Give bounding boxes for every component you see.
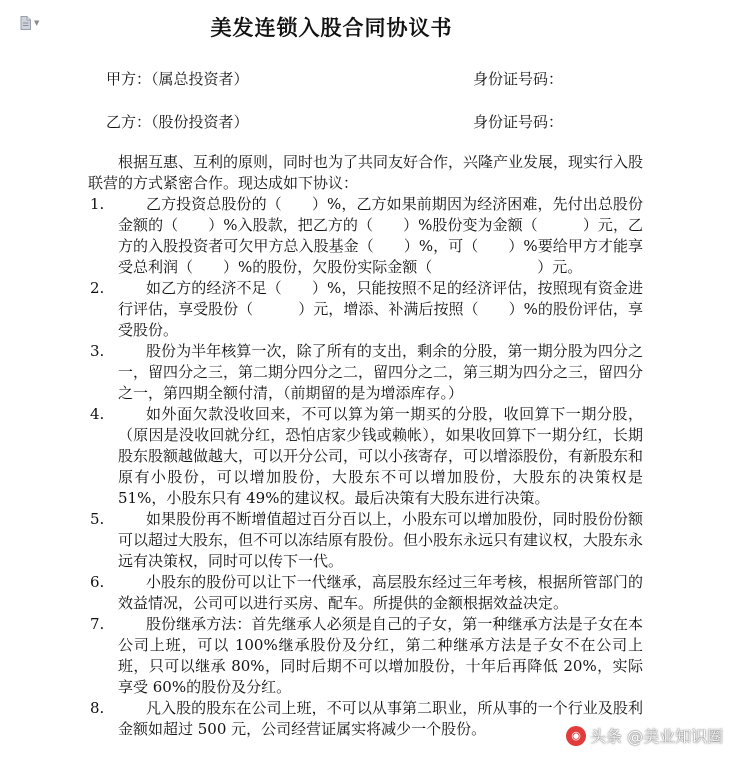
clause-number: 4. <box>90 405 105 423</box>
party-a-label: 甲方：（属总投资者） <box>106 70 249 88</box>
clause-list <box>0 194 743 740</box>
clause-text: 乙方投资总股份的（ ）%，乙方如果前期因为经济困难，先付出总股份金额的（ ）%入股款，把乙方的（ ）%股份变为金额（ ）元，乙方的入股投资者可欠甲方总入股基金（ ）%，可（ ）%要给甲方才能享受总利润（ ）%的股份，欠股份实际金额（ ）元。 <box>118 195 643 276</box>
clause-number: 1. <box>90 195 105 213</box>
intro-paragraph: 根据互惠、互利的原则，同时也为了共同友好合作，兴隆产业发展，现实行入股联营的方式紧密合作。现达成如下协议： <box>88 153 644 192</box>
clause-number: 5. <box>90 510 105 528</box>
clause-text: 小股东的股份可以让下一代继承，高层股东经过三年考核，根据所管部门的效益情况，公司可以进行买房、配车。所提供的金额根据效益决定。 <box>118 573 643 612</box>
page-title: 美发连锁入股合同协议书 <box>210 15 453 40</box>
party-b-id-label: 身份证号码： <box>473 113 564 131</box>
clause-number: 6. <box>90 573 105 591</box>
toutiao-logo-icon: ◉ <box>566 726 586 746</box>
clause-item <box>0 341 743 404</box>
clause-number: 8. <box>90 699 105 717</box>
clause-item <box>0 194 743 278</box>
clause-item <box>0 278 743 341</box>
clause-text: 如外面欠款没收回来，不可以算为第一期买的分股，收回算下一期分股，（原因是没收回就分红，恐怕店家少钱或赖帐），如果收回算下一期分红，长期股东股额越做越大，可以开分公司，可以小孩寄存，可以增添股份，有新股东和原有小股份，可以增加股份，大股东不可以增加股份，大股东的决策权是 51%，小股东只有 49%的建议权。最后决策有大股东进行决策。 <box>118 405 644 507</box>
clause-item <box>0 404 743 509</box>
clause-item <box>0 614 743 698</box>
watermark-text: 头条 @美业知识圈 <box>590 727 724 746</box>
clause-item <box>0 572 743 614</box>
party-b-label: 乙方：（股份投资者） <box>106 113 249 131</box>
clause-text: 凡入股的股东在公司上班，不可以从事第二职业，所从事的一个行业及股利金额如超过 500 元，公司经营证属实将减少一个股份。 <box>118 699 643 738</box>
clause-text: 如乙方的经济不足（ ）%，只能按照不足的经济评估，按照现有资金进行评估，享受股份（ ）元，增添、补满后按照（ ）%的股份评估，享受股份。 <box>118 279 643 339</box>
clause-number: 3. <box>90 342 105 360</box>
watermark <box>566 724 723 747</box>
chevron-down-icon: ▼ <box>34 19 40 27</box>
party-a-id-label: 身份证号码： <box>473 70 564 88</box>
clause-text: 如果股份再不断增值超过百分百以上，小股东可以增加股份，同时股份份额可以超过大股东，但不可以冻结原有股份。但小股东永远只有建议权，大股东永远有决策权，同时可以传下一代。 <box>118 510 644 570</box>
clause-item <box>0 509 743 572</box>
clause-text: 股份继承方法：首先继承人必须是自己的子女，第一种继承方法是子女在本公司上班，可以 100%继承股份及分红，第二种继承方法是子女不在公司上班，只可以继承 80%，同时后期不可以增加股份，十年后再降低 20%，实际享受 60%的股份及分红。 <box>118 615 643 696</box>
clause-text: 股份为半年核算一次，除了所有的支出，剩余的分股，第一期分股为四分之一，留四分之三，第二期分四分之二，留四分之二，第三期为四分之三，留四分之一，第四期全额付清，（前期留的是为增添库存。） <box>118 342 644 402</box>
clause-number: 2. <box>90 279 105 297</box>
clause-number: 7. <box>90 615 105 633</box>
